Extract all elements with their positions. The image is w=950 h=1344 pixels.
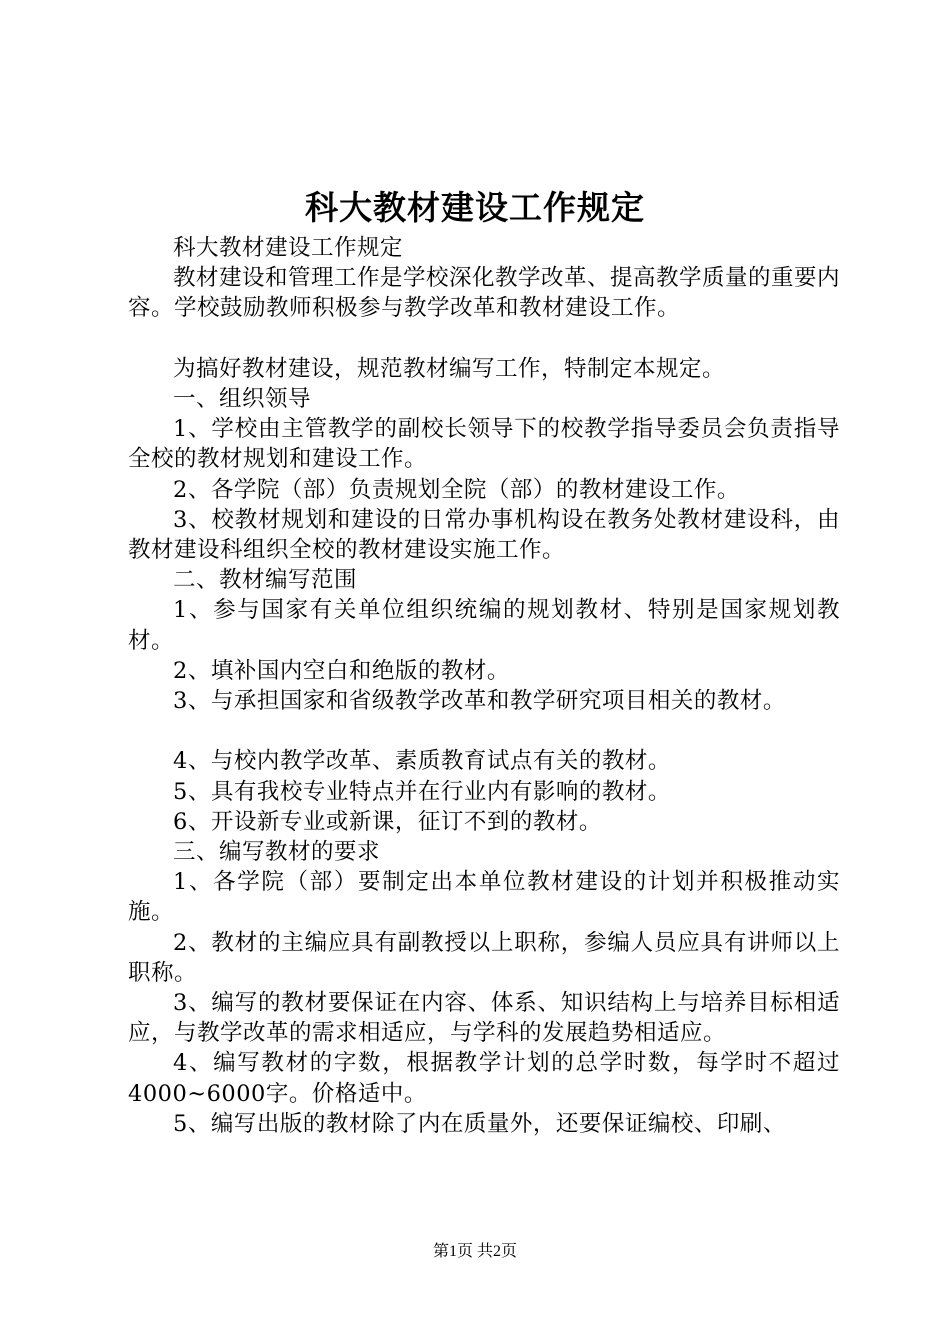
paragraph-item: 4、与校内教学改革、素质教育试点有关的教材。 bbox=[173, 748, 671, 775]
paragraph-intro: 教材建设和管理工作是学校深化教学改革、提高教学质量的重要内容。学校鼓励教师积极参与教学改革和教材建设工作。 bbox=[128, 265, 841, 322]
section-heading-scope: 二、教材编写范围 bbox=[173, 567, 358, 594]
paragraph-item: 2、教材的主编应具有副教授以上职称，参编人员应具有讲师以上职称。 bbox=[128, 929, 840, 986]
page-number-footer: 第1页 共2页 bbox=[432, 1243, 517, 1260]
paragraph-item: 2、各学院（部）负责规划全院（部）的教材建设工作。 bbox=[173, 476, 740, 503]
paragraph-item: 1、各学院（部）要制定出本单位教材建设的计划并积极推动实施。 bbox=[128, 869, 840, 926]
paragraph-item: 5、具有我校专业特点并在行业内有影响的教材。 bbox=[173, 778, 671, 805]
document-body bbox=[128, 233, 840, 1139]
paragraph-item: 1、学校由主管教学的副校长领导下的校教学指导委员会负责指导全校的教材规划和建设工作。 bbox=[128, 416, 840, 473]
paragraph-item: 5、编写出版的教材除了内在质量外，还要保证编校、印刷、 bbox=[173, 1110, 786, 1137]
section-heading-requirements: 三、编写教材的要求 bbox=[173, 839, 381, 866]
document-title: 科大教材建设工作规定 bbox=[305, 188, 645, 227]
paragraph-item: 6、开设新专业或新课，征订不到的教材。 bbox=[173, 808, 602, 835]
paragraph-item: 4、编写教材的字数，根据教学计划的总学时数，每学时不超过4000~6000字。价格适中。 bbox=[128, 1050, 840, 1107]
paragraph-purpose: 为搞好教材建设，规范教材编写工作，特制定本规定。 bbox=[173, 355, 726, 382]
paragraph-item: 1、参与国家有关单位组织统编的规划教材、特别是国家规划教材。 bbox=[128, 597, 840, 654]
paragraph-item: 3、校教材规划和建设的日常办事机构设在教务处教材建设科，由教材建设科组织全校的教材建设实施工作。 bbox=[128, 506, 840, 564]
paragraph-item: 3、与承担国家和省级教学改革和教学研究项目相关的教材。 bbox=[173, 688, 786, 715]
paragraph-subtitle: 科大教材建设工作规定 bbox=[173, 235, 404, 261]
paragraph-item: 3、编写的教材要保证在内容、体系、知识结构上与培养目标相适应，与教学改革的需求相适应，与学科的发展趋势相适应。 bbox=[128, 990, 840, 1047]
paragraph-item: 2、填补国内空白和绝版的教材。 bbox=[173, 657, 510, 684]
section-heading-organization: 一、组织领导 bbox=[173, 386, 312, 412]
